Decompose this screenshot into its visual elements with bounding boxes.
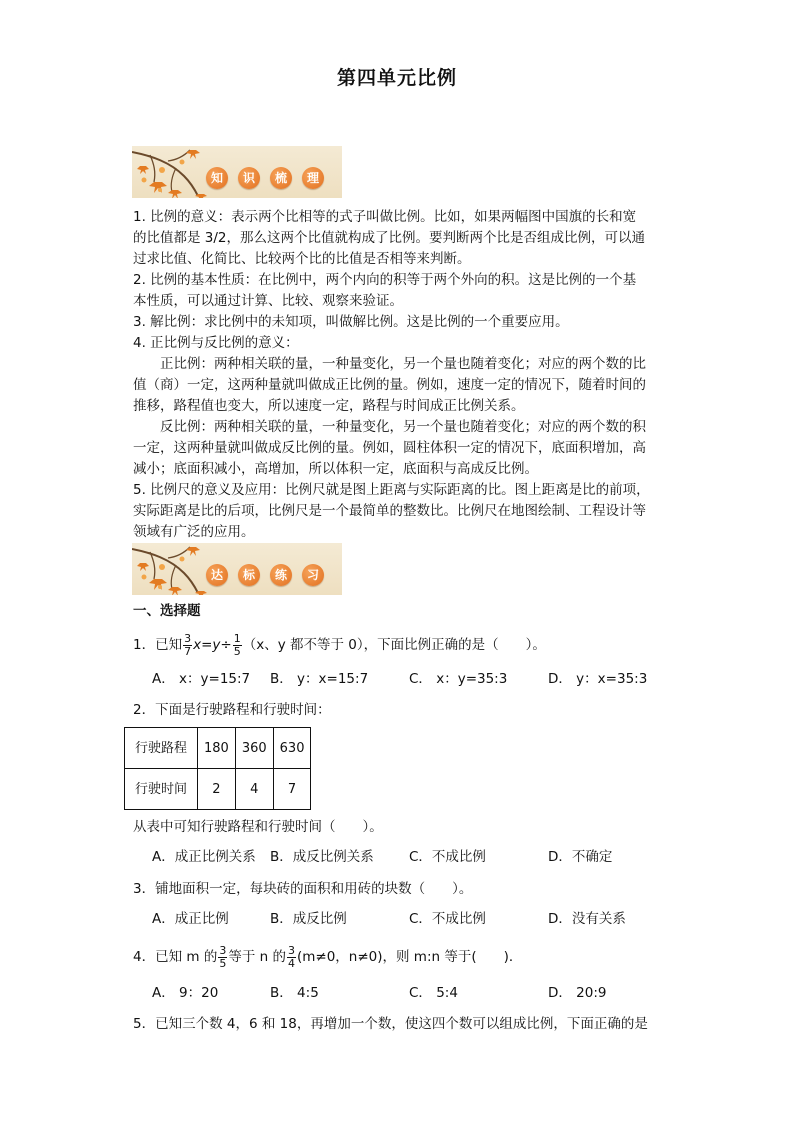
knowledge-p4b-line3: 减小；底面积减小，高增加，所以体积一定，底面积与高成反比例。 bbox=[133, 461, 538, 477]
question-3: 3．铺地面积一定，每块砖的面积和用砖的块数（ ）。 bbox=[133, 881, 473, 897]
q1-equation: x=y÷ bbox=[193, 637, 232, 653]
knowledge-p5-line3: 领域有广泛的应用。 bbox=[133, 524, 255, 540]
q2-option-b[interactable]: B．成反比例关系 bbox=[270, 849, 374, 865]
q4-mid: 等于 n 的 bbox=[228, 949, 286, 965]
q1-prefix: 1．已知 bbox=[133, 637, 183, 653]
banner-char-3: 梳 bbox=[270, 167, 292, 189]
q1-fraction-2: $\frac{1}{5}$ bbox=[233, 631, 241, 658]
knowledge-text bbox=[133, 207, 663, 543]
question-4 bbox=[133, 940, 673, 974]
table-row bbox=[125, 769, 311, 810]
q3-option-d[interactable]: D．没有关系 bbox=[548, 911, 626, 927]
table-cell: 4 bbox=[235, 769, 273, 810]
table-cell: 7 bbox=[273, 769, 311, 810]
q2-option-a[interactable]: A．成正比例关系 bbox=[152, 849, 256, 865]
knowledge-p4: 4. 正比例与反比例的意义： bbox=[133, 335, 299, 351]
q3-option-c[interactable]: C．不成比例 bbox=[409, 911, 486, 927]
banner-char-2: 标 bbox=[238, 564, 260, 586]
q4-options bbox=[152, 983, 672, 1004]
q1-suffix: （x、y 都不等于 0），下面比例正确的是（ ）。 bbox=[242, 637, 546, 653]
practice-banner bbox=[132, 543, 342, 595]
q4-prefix: 4．已知 m 的 bbox=[133, 949, 218, 965]
knowledge-p4a-line3: 推移，路程值也变大，所以速度一定，路程与时间成正比例关系。 bbox=[133, 398, 525, 414]
q3-option-b[interactable]: B．成反比例 bbox=[270, 911, 347, 927]
banner-char-3: 练 bbox=[270, 564, 292, 586]
banner-char-1: 达 bbox=[206, 564, 228, 586]
q2-question: 从表中可知行驶路程和行驶时间（ ）。 bbox=[133, 819, 383, 835]
q4-option-c[interactable]: C． 5:4 bbox=[409, 985, 458, 1001]
question-2: 2．下面是行驶路程和行驶时间： bbox=[133, 702, 331, 718]
q3-options bbox=[152, 909, 672, 930]
knowledge-p1-line1: 1. 比例的意义：表示两个比相等的式子叫做比例。比如，如果两幅图中国旗的长和宽 bbox=[133, 209, 637, 225]
table-row-header: 行驶时间 bbox=[125, 769, 198, 810]
question-5: 5．已知三个数 4，6 和 18，再增加一个数，使这四个数可以组成比例，下面正确的是 bbox=[133, 1016, 648, 1032]
q1-option-c[interactable]: C． x：y=35:3 bbox=[409, 671, 508, 687]
knowledge-p1-line2: 的比值都是 3/2，那么这两个比值就构成了比例。要判断两个比是否组成比例，可以通 bbox=[133, 230, 646, 246]
q3-option-a[interactable]: A．成正比例 bbox=[152, 911, 229, 927]
table-cell: 360 bbox=[235, 728, 273, 769]
banner-char-4: 习 bbox=[302, 564, 324, 586]
section-heading: 一、选择题 bbox=[133, 603, 201, 619]
q4-option-a[interactable]: A． 9：20 bbox=[152, 985, 219, 1001]
knowledge-banner bbox=[132, 146, 342, 198]
q1-option-d[interactable]: D． y：x=35:3 bbox=[548, 671, 648, 687]
knowledge-p4b-line1: 反比例：两种相关联的量，一种量变化，另一个量也随着变化；对应的两个数的积 bbox=[160, 419, 646, 435]
q4-fraction-1: $\frac{3}{5}$ bbox=[219, 943, 227, 970]
table-cell: 2 bbox=[198, 769, 236, 810]
q4-option-b[interactable]: B． 4:5 bbox=[270, 985, 319, 1001]
q4-option-d[interactable]: D． 20:9 bbox=[548, 985, 607, 1001]
q1-options bbox=[152, 669, 672, 690]
banner-char-4: 理 bbox=[302, 167, 324, 189]
knowledge-p2-line2: 本性质，可以通过计算、比较、观察来验证。 bbox=[133, 293, 403, 309]
knowledge-p4b-line2: 一定，这两种量就叫做成反比例的量。例如，圆柱体积一定的情况下，底面积增加，高 bbox=[133, 440, 646, 456]
banner-char-1: 知 bbox=[206, 167, 228, 189]
q2-option-d[interactable]: D．不确定 bbox=[548, 849, 613, 865]
table-cell: 630 bbox=[273, 728, 311, 769]
question-1 bbox=[133, 628, 673, 662]
q1-fraction-1: $\frac{3}{7}$ bbox=[184, 631, 192, 658]
table-cell: 180 bbox=[198, 728, 236, 769]
q4-suffix: (m≠0，n≠0)，则 m:n 等于( )． bbox=[296, 949, 523, 965]
knowledge-p4a-line1: 正比例：两种相关联的量，一种量变化，另一个量也随着变化；对应的两个数的比 bbox=[160, 356, 646, 372]
banner-char-2: 识 bbox=[238, 167, 260, 189]
knowledge-p4a-line2: 值（商）一定，这两种量就叫做成正比例的量。例如，速度一定的情况下，随着时间的 bbox=[133, 377, 646, 393]
q1-option-b[interactable]: B． y：x=15:7 bbox=[270, 671, 369, 687]
knowledge-p3: 3. 解比例：求比例中的未知项，叫做解比例。这是比例的一个重要应用。 bbox=[133, 314, 569, 330]
knowledge-p5-line1: 5. 比例尺的意义及应用：比例尺就是图上距离与实际距离的比。图上距离是比的前项， bbox=[133, 482, 650, 498]
table-row bbox=[125, 728, 311, 769]
q4-fraction-2: $\frac{3}{4}$ bbox=[287, 943, 295, 970]
table-row-header: 行驶路程 bbox=[125, 728, 198, 769]
distance-time-table bbox=[124, 727, 311, 810]
q1-option-a[interactable]: A． x：y=15:7 bbox=[152, 671, 251, 687]
q2-option-c[interactable]: C．不成比例 bbox=[409, 849, 486, 865]
knowledge-p2-line1: 2. 比例的基本性质：在比例中，两个内向的积等于两个外向的积。这是比例的一个基 bbox=[133, 272, 637, 288]
q2-options bbox=[152, 847, 672, 868]
page-title: 第四单元比例 bbox=[336, 67, 457, 89]
knowledge-p5-line2: 实际距离是比的后项，比例尺是一个最简单的整数比。比例尺在地图绘制、工程设计等 bbox=[133, 503, 646, 519]
knowledge-p1-line3: 过求比值、化简比、比较两个比的比值是否相等来判断。 bbox=[133, 251, 471, 267]
